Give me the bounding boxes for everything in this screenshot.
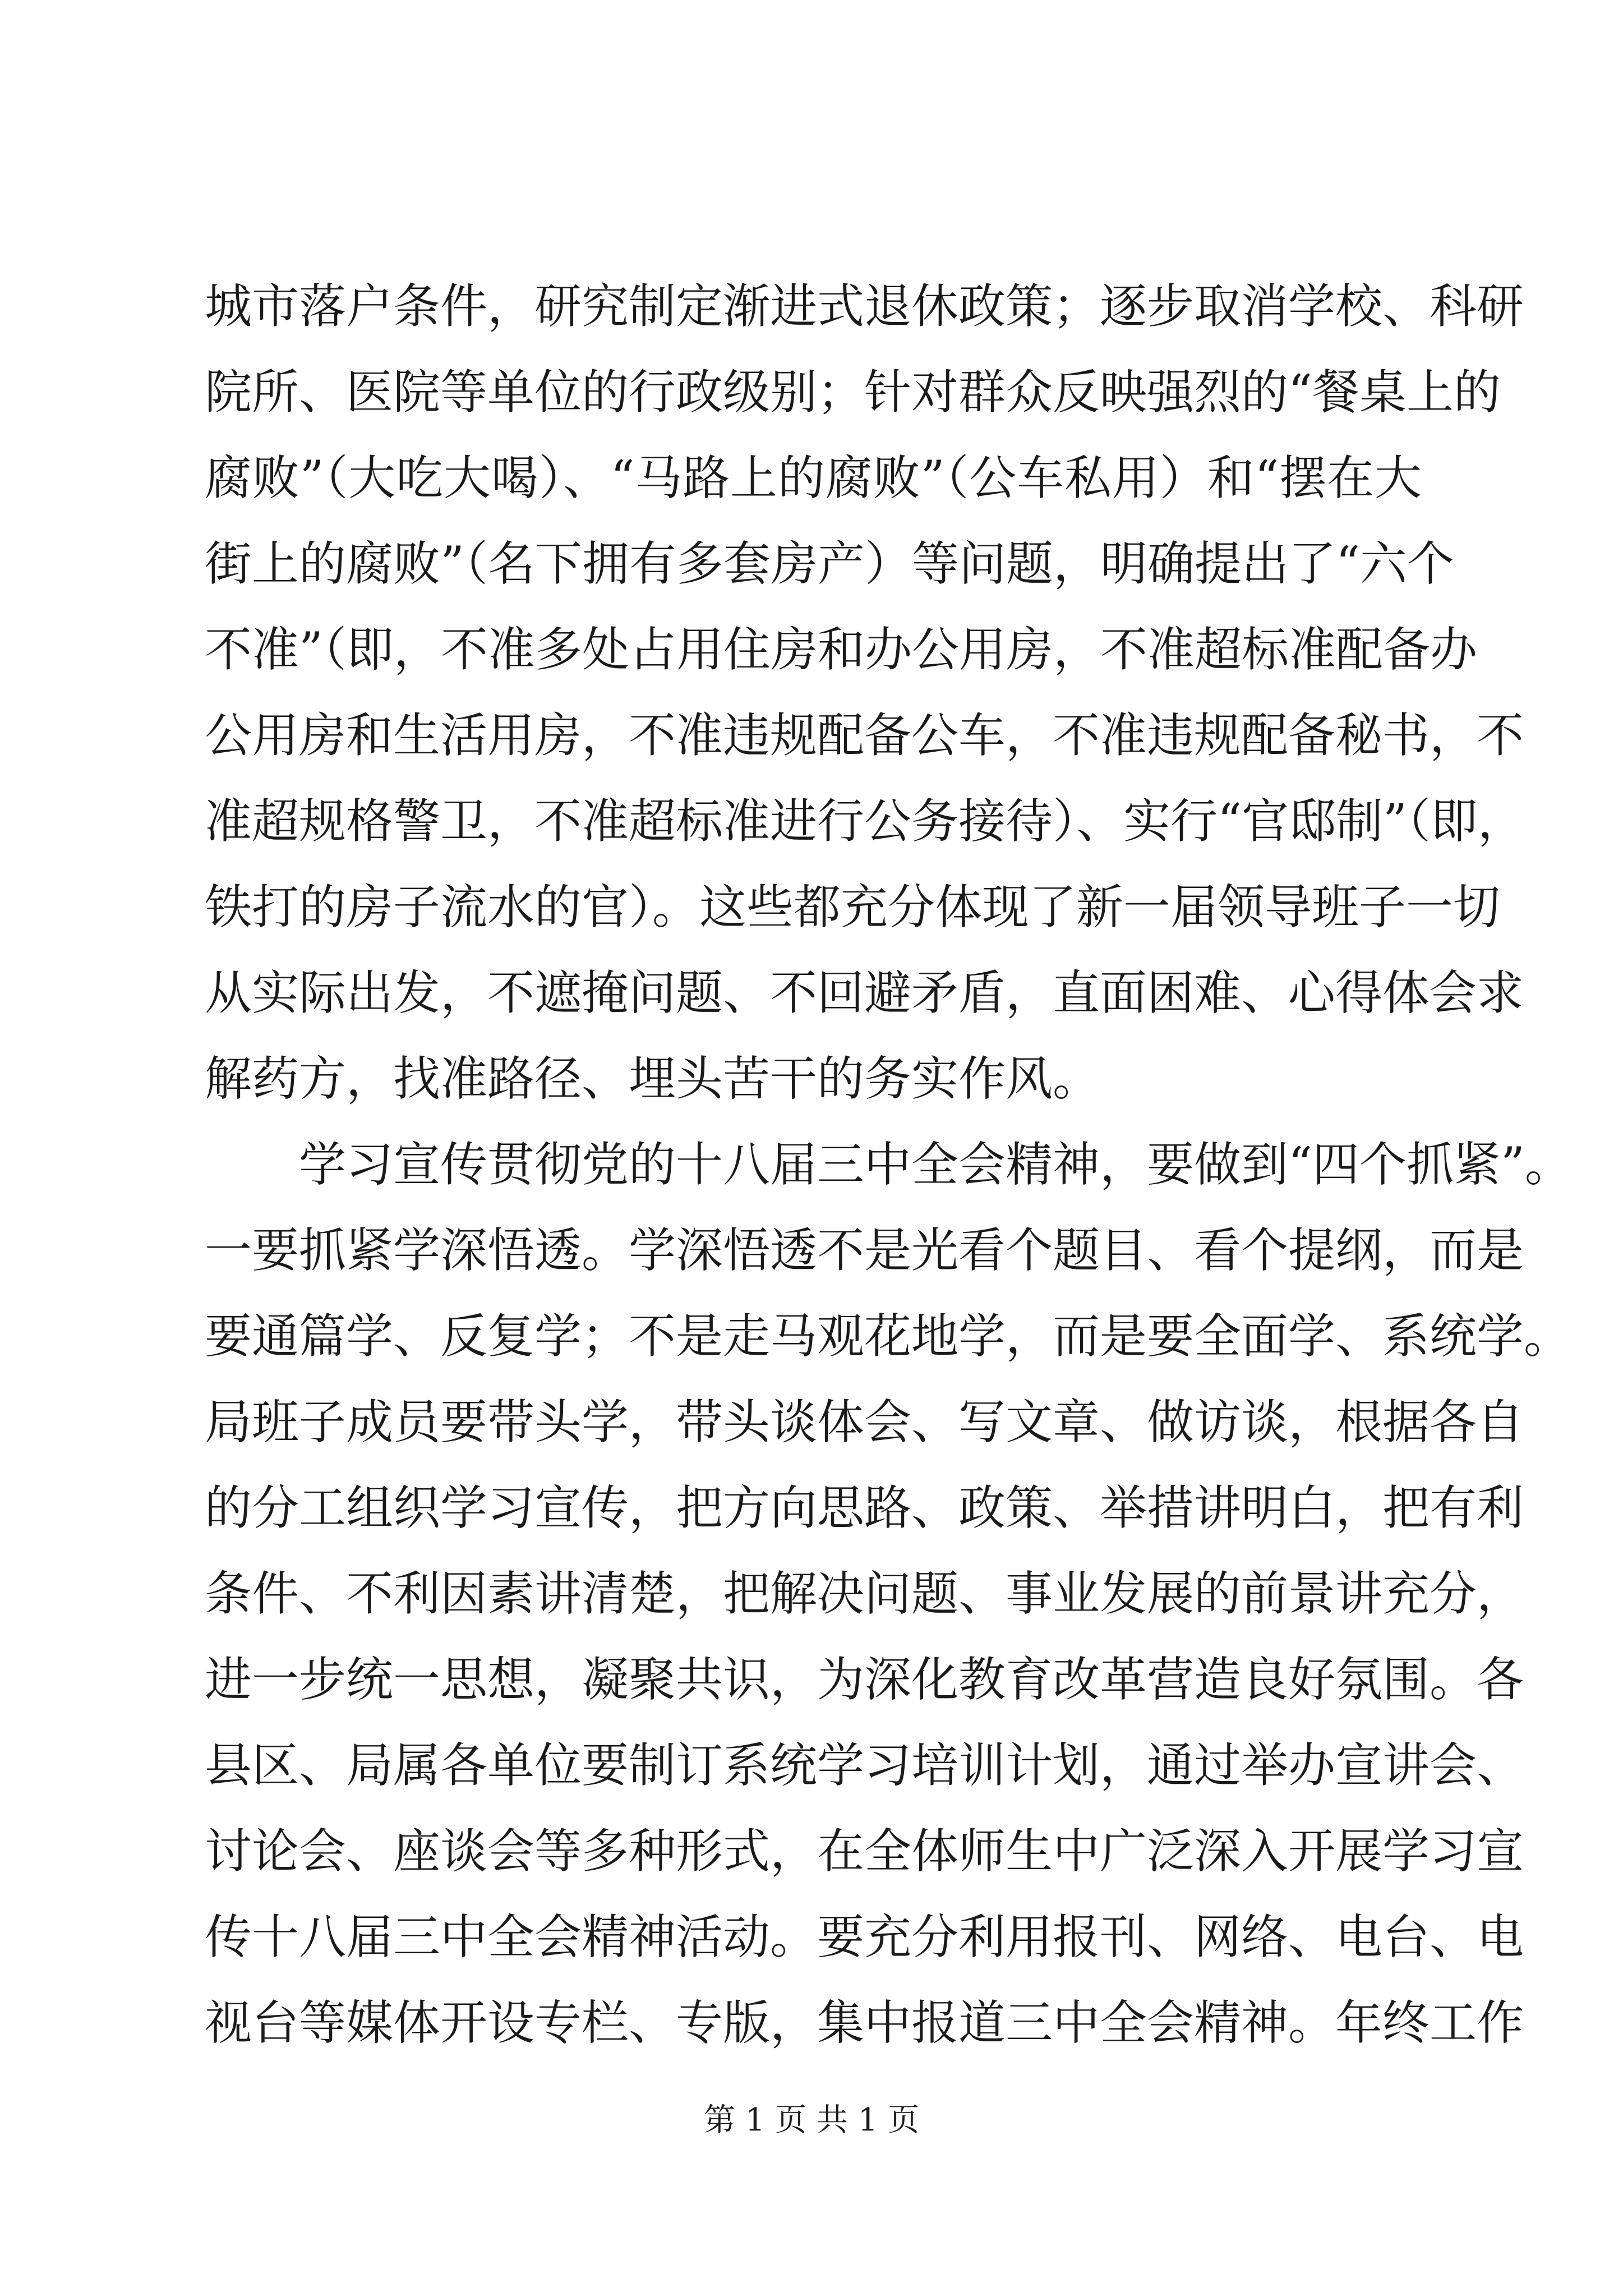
text-line: 解药方，找准路径、埋头苦干的务实作风。 bbox=[205, 1051, 1100, 1106]
text-line: 院所、医院等单位的行政级别；针对群众反映强烈的“餐桌上的 bbox=[205, 365, 1501, 420]
text-line: 条件、不利因素讲清楚，把解决问题、事业发展的前景讲充分， bbox=[205, 1566, 1524, 1621]
text-line: 街上的腐败”（名下拥有多套房产）等问题，明确提出了“六个 bbox=[205, 536, 1454, 591]
text-line: 的分工组织学习宣传，把方向思路、政策、举措讲明白，把有利 bbox=[205, 1480, 1524, 1535]
paragraph-2 bbox=[205, 1122, 1572, 2066]
text-line: 一要抓紧学深悟透。学深悟透不是光看个题目、看个提纲，而是 bbox=[205, 1223, 1524, 1278]
text-line: 城市落户条件，研究制定渐进式退休政策；逐步取消学校、科研 bbox=[205, 279, 1524, 334]
paragraph-1 bbox=[205, 264, 1525, 1122]
text-line: 进一步统一思想，凝聚共识，为深化教育改革营造良好氛围。各 bbox=[205, 1652, 1524, 1707]
page-number-footer: 第 1 页 共 1 页 bbox=[703, 2102, 920, 2138]
document-body bbox=[205, 264, 1572, 2066]
text-line: 县区、局属各单位要制订系统学习培训计划，通过举办宣讲会、 bbox=[205, 1738, 1524, 1793]
text-line: 讨论会、座谈会等多种形式，在全体师生中广泛深入开展学习宣 bbox=[205, 1824, 1524, 1879]
text-line: 从实际出发，不遮掩问题、不回避矛盾，直面困难、心得体会求 bbox=[205, 965, 1524, 1020]
text-line: 传十八届三中全会精神活动。要充分利用报刊、网络、电台、电 bbox=[205, 1910, 1524, 1964]
text-line: 视台等媒体开设专栏、专版，集中报道三中全会精神。年终工作 bbox=[205, 1995, 1524, 2050]
text-line: 准超规格警卫，不准超标准进行公务接待）、实行“官邸制”（即， bbox=[205, 794, 1525, 849]
text-line: 不准”（即，不准多处占用住房和办公用房，不准超标准配备办 bbox=[205, 622, 1477, 677]
text-line: 铁打的房子流水的官）。这些都充分体现了新一届领导班子一切 bbox=[205, 880, 1501, 935]
text-line: 腐败”（大吃大喝）、“马路上的腐败”（公车私用）和“摆在大 bbox=[205, 450, 1422, 505]
text-line: 公用房和生活用房，不准违规配备公车，不准违规配备秘书，不 bbox=[205, 708, 1524, 763]
text-line: 局班子成员要带头学，带头谈体会、写文章、做访谈，根据各自 bbox=[205, 1395, 1524, 1450]
text-line: 学习宣传贯彻党的十八届三中全会精神，要做到“四个抓紧”。 bbox=[299, 1137, 1572, 1192]
text-line: 要通篇学、反复学；不是走马观花地学，而是要全面学、系统学。 bbox=[205, 1309, 1571, 1364]
